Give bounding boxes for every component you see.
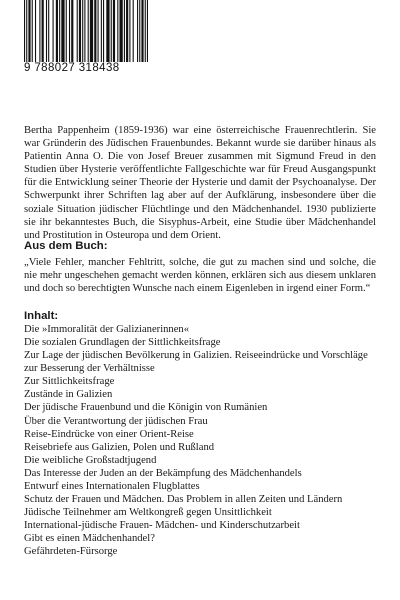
barcode-bar [46, 0, 47, 62]
barcode-bar [42, 0, 44, 62]
barcode-bar [56, 0, 58, 62]
barcode-bar [103, 0, 104, 62]
barcode-bar [77, 0, 78, 62]
contents-item: Die weibliche Großstadtjugend [24, 454, 157, 466]
barcode-bar [106, 0, 109, 62]
barcode-bar [71, 0, 73, 62]
contents-item: Entwurf eines Internationalen Flugblattes [24, 480, 200, 492]
contents-item: Zustände in Galizien [24, 389, 113, 401]
contents-item: Das Interesse der Juden an der Bekämpfung des Mädchenhandels [24, 467, 302, 479]
book-quote: „Viele Fehler, mancher Fehltritt, solche, die gut zu machen sind und solche, die nie mehr ungeschehen gemacht werden können, erklären sich aus diesem unklaren und doch so berechtigten Wunsche nach einem Eigenleben in irgend einer Form.“ [24, 257, 376, 295]
barcode-bar [82, 0, 83, 62]
barcode-bars-graphic [24, 0, 148, 62]
barcode-bar [94, 0, 96, 62]
barcode-bar [24, 0, 25, 62]
barcode-bar [48, 0, 49, 62]
barcode-bar [141, 0, 143, 62]
contents-item: Reisebriefe aus Galizien, Polen und Rußland [24, 441, 215, 453]
barcode-bar [139, 0, 140, 62]
contents-item: Der jüdische Frauenbund und die Königin von Rumänien [24, 402, 268, 414]
barcode-bar [88, 0, 89, 62]
author-biography: Bertha Pappenheim (1859-1936) war eine österreichische Frauenrechtlerin. Sie war Gründerin des Jüdischen Frauenbundes. Bekannt wurde sie darüber hinaus als Patientin Anna O. Die von Josef Breuer zusammen mit Sigmund Freud in den Studien über Hysterie veröffentlichte Fallgeschichte war für Freud Ausgangspunkt für die Entwicklung seiner Theorie der Hysterie und damit der Psychoanalyse. Der Schwerpunkt ihrer Schriften lag aber auf der Aufklärung, insbesondere über die soziale Situation jüdischer Flüchtlinge und den Mädchenhandel. 1930 publizierte sie ihr bekanntestes Buch, die Sisyphus-Arbeit, eine Studie über Mädchenhandel und Prostitution in Osteuropa und dem Orient. [24, 125, 376, 241]
barcode-bar [35, 0, 36, 62]
contents-item: Die sozialen Grundlagen der Sittlichkeitsfrage [24, 337, 221, 349]
barcode-bar [113, 0, 115, 62]
isbn-barcode [24, 0, 148, 90]
contents-item: Gefährdeten-Fürsorge [24, 546, 118, 558]
contents-item: Über die Verantwortung der jüdischen Frau [24, 415, 208, 427]
barcode-bar [126, 0, 128, 62]
barcode-bar [84, 0, 85, 62]
barcode-bar [129, 0, 130, 62]
barcode-bar [101, 0, 102, 62]
barcode-bar [69, 0, 70, 62]
barcode-bar [53, 0, 54, 62]
barcode-bar [61, 0, 64, 62]
barcode-bar [117, 0, 118, 62]
barcode-bar [79, 0, 81, 62]
isbn-number: 9 788027 318438 [24, 62, 120, 74]
barcode-bar [26, 0, 27, 62]
contents-item: International-jüdische Frauen- Mädchen- und Kinderschutzarbeit [24, 520, 300, 532]
contents-item: Schutz der Frauen und Mädchen. Das Problem in allen Zeiten und Ländern [24, 494, 343, 506]
contents-item: Die »Immoralität der Galizianerinnen« [24, 324, 190, 335]
barcode-bar [90, 0, 93, 62]
barcode-bar [32, 0, 33, 62]
quote-heading: Aus dem Buch: [24, 240, 108, 252]
barcode-bar [119, 0, 122, 62]
contents-list [24, 323, 376, 558]
barcode-bar [28, 0, 30, 62]
contents-item: Reise-Eindrücke von einer Orient-Reise [24, 428, 194, 440]
contents-item: Gibt es einen Mädchenhandel? [24, 533, 155, 545]
contents-item: Jüdische Teilnehmer am Weltkongreß gegen Unsittlichkeit [24, 507, 272, 519]
barcode-bar [66, 0, 67, 62]
barcode-bar [98, 0, 99, 62]
barcode-bar [133, 0, 134, 62]
contents-item: Zur Sittlichkeitsfrage [24, 376, 115, 388]
barcode-bar [124, 0, 125, 62]
barcode-bar [111, 0, 112, 62]
contents-heading: Inhalt: [24, 310, 59, 322]
contents-item: Zur Lage der jüdischen Bevölkerung in Galizien. Reiseeindrücke und Vorschläge zur Besserung der Verhältnisse [24, 350, 368, 375]
barcode-bar [137, 0, 138, 62]
barcode-bar [145, 0, 146, 62]
barcode-bar [39, 0, 40, 62]
barcode-bar [59, 0, 60, 62]
barcode-bar [147, 0, 148, 62]
